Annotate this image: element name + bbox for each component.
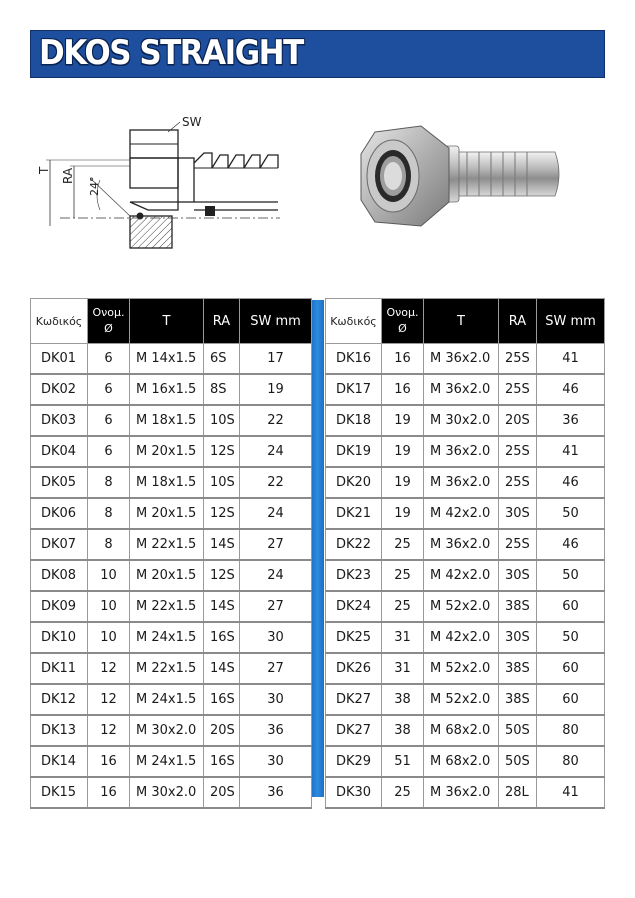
cell-thread: M 30x2.0 — [130, 715, 204, 746]
cell-code: DK09 — [31, 591, 88, 622]
cell-thread: M 24x1.5 — [130, 622, 204, 653]
cell-thread: M 52x2.0 — [424, 653, 499, 684]
cell-sw: 46 — [537, 374, 605, 405]
header-nominal — [88, 299, 130, 344]
cell-thread: M 42x2.0 — [424, 498, 499, 529]
cell-sw: 36 — [537, 405, 605, 436]
ra-label: RA — [61, 167, 75, 184]
header-nominal-line1: Ονομ. — [386, 306, 419, 319]
table-row — [31, 777, 312, 808]
cell-thread: M 24x1.5 — [130, 684, 204, 715]
cell-nominal: 31 — [382, 622, 424, 653]
table-row — [31, 684, 312, 715]
header-nominal-line1: Ονομ. — [92, 306, 125, 319]
cell-ra: 20S — [499, 405, 537, 436]
table-row — [326, 529, 605, 560]
table-row — [31, 436, 312, 467]
cell-code: DK08 — [31, 560, 88, 591]
cell-thread: M 42x2.0 — [424, 622, 499, 653]
cell-ra: 12S — [204, 560, 240, 591]
cell-nominal: 31 — [382, 653, 424, 684]
cell-sw: 80 — [537, 715, 605, 746]
header-nominal-line2: Ø — [104, 322, 113, 335]
cell-nominal: 19 — [382, 405, 424, 436]
table-row — [326, 374, 605, 405]
cell-thread: M 20x1.5 — [130, 436, 204, 467]
cell-ra: 10S — [204, 467, 240, 498]
cell-code: DK01 — [31, 344, 88, 375]
table-row — [326, 684, 605, 715]
cell-code: DK15 — [31, 777, 88, 808]
cell-code: DK30 — [326, 777, 382, 808]
table-row — [326, 777, 605, 808]
table-row — [31, 746, 312, 777]
cell-nominal: 8 — [88, 467, 130, 498]
cell-nominal: 38 — [382, 715, 424, 746]
cell-ra: 16S — [204, 746, 240, 777]
cell-nominal: 16 — [382, 374, 424, 405]
header-nominal-line2: Ø — [398, 322, 407, 335]
table-row — [31, 560, 312, 591]
cell-sw: 24 — [240, 560, 312, 591]
table-row — [31, 374, 312, 405]
cell-sw: 41 — [537, 436, 605, 467]
cell-nominal: 19 — [382, 498, 424, 529]
cell-sw: 22 — [240, 467, 312, 498]
cell-ra: 14S — [204, 653, 240, 684]
cell-ra: 30S — [499, 622, 537, 653]
table-row — [31, 405, 312, 436]
page-title: DKOS STRAIGHT — [39, 34, 303, 73]
cell-nominal: 25 — [382, 591, 424, 622]
cell-ra: 30S — [499, 560, 537, 591]
cell-code: DK16 — [326, 344, 382, 375]
cell-sw: 24 — [240, 436, 312, 467]
cell-thread: M 68x2.0 — [424, 746, 499, 777]
cell-ra: 14S — [204, 529, 240, 560]
cell-sw: 30 — [240, 622, 312, 653]
header-ra: RA — [204, 299, 240, 344]
cell-sw: 60 — [537, 653, 605, 684]
cell-sw: 50 — [537, 560, 605, 591]
cell-code: DK27 — [326, 715, 382, 746]
cell-code: DK27 — [326, 684, 382, 715]
cell-code: DK24 — [326, 591, 382, 622]
header-code: Κωδικός — [31, 299, 88, 344]
table-row — [326, 746, 605, 777]
table-row — [31, 344, 312, 375]
table-row — [31, 715, 312, 746]
spec-table-right — [325, 298, 605, 809]
cell-sw: 22 — [240, 405, 312, 436]
cell-code: DK17 — [326, 374, 382, 405]
cell-nominal: 25 — [382, 560, 424, 591]
cell-code: DK02 — [31, 374, 88, 405]
cell-code: DK14 — [31, 746, 88, 777]
cell-thread: M 24x1.5 — [130, 746, 204, 777]
cell-code: DK19 — [326, 436, 382, 467]
cell-thread: M 42x2.0 — [424, 560, 499, 591]
cell-thread: M 22x1.5 — [130, 591, 204, 622]
cell-ra: 20S — [204, 715, 240, 746]
cell-nominal: 12 — [88, 684, 130, 715]
cell-sw: 80 — [537, 746, 605, 777]
cell-thread: M 36x2.0 — [424, 374, 499, 405]
table-row — [31, 591, 312, 622]
table-row — [326, 591, 605, 622]
table-row — [31, 529, 312, 560]
table-header-row — [31, 299, 312, 344]
cell-ra: 12S — [204, 498, 240, 529]
cell-nominal: 19 — [382, 436, 424, 467]
cell-ra: 50S — [499, 715, 537, 746]
cell-ra: 38S — [499, 591, 537, 622]
cell-code: DK22 — [326, 529, 382, 560]
cell-ra: 25S — [499, 344, 537, 375]
cell-ra: 20S — [204, 777, 240, 808]
spec-table-left — [30, 298, 312, 809]
cell-nominal: 19 — [382, 467, 424, 498]
table-row — [326, 498, 605, 529]
cell-thread: M 18x1.5 — [130, 467, 204, 498]
cell-sw: 36 — [240, 777, 312, 808]
cell-thread: M 16x1.5 — [130, 374, 204, 405]
cell-sw: 24 — [240, 498, 312, 529]
cell-sw: 60 — [537, 684, 605, 715]
t-label: T — [37, 166, 51, 174]
cell-code: DK07 — [31, 529, 88, 560]
table-row — [326, 622, 605, 653]
table-divider — [311, 300, 324, 797]
cell-nominal: 16 — [382, 344, 424, 375]
cell-ra: 16S — [204, 622, 240, 653]
cell-sw: 46 — [537, 529, 605, 560]
header-sw: SW mm — [537, 299, 605, 344]
cell-code: DK05 — [31, 467, 88, 498]
cell-sw: 36 — [240, 715, 312, 746]
cell-nominal: 8 — [88, 529, 130, 560]
cell-sw: 41 — [537, 777, 605, 808]
table-row — [31, 467, 312, 498]
cell-nominal: 38 — [382, 684, 424, 715]
cell-nominal: 12 — [88, 653, 130, 684]
cell-thread: M 36x2.0 — [424, 777, 499, 808]
cell-nominal: 6 — [88, 374, 130, 405]
cell-thread: M 22x1.5 — [130, 529, 204, 560]
cell-ra: 14S — [204, 591, 240, 622]
cell-code: DK11 — [31, 653, 88, 684]
cell-sw: 27 — [240, 529, 312, 560]
cell-nominal: 12 — [88, 715, 130, 746]
cell-nominal: 6 — [88, 436, 130, 467]
cell-sw: 30 — [240, 746, 312, 777]
cell-ra: 38S — [499, 653, 537, 684]
cell-ra: 25S — [499, 467, 537, 498]
header-nominal — [382, 299, 424, 344]
cell-nominal: 25 — [382, 529, 424, 560]
cell-thread: M 30x2.0 — [130, 777, 204, 808]
cell-code: DK23 — [326, 560, 382, 591]
table-row — [326, 405, 605, 436]
cell-ra: 6S — [204, 344, 240, 375]
cell-nominal: 51 — [382, 746, 424, 777]
cell-nominal: 25 — [382, 777, 424, 808]
cell-sw: 60 — [537, 591, 605, 622]
table-row — [326, 560, 605, 591]
cell-code: DK13 — [31, 715, 88, 746]
cell-sw: 17 — [240, 344, 312, 375]
cell-nominal: 10 — [88, 622, 130, 653]
cell-sw: 50 — [537, 622, 605, 653]
header-thread: T — [130, 299, 204, 344]
cell-code: DK18 — [326, 405, 382, 436]
technical-drawing — [30, 108, 290, 268]
header-sw: SW mm — [240, 299, 312, 344]
cell-nominal: 16 — [88, 777, 130, 808]
sw-label: SW — [182, 115, 202, 129]
table-row — [31, 498, 312, 529]
cell-thread: M 14x1.5 — [130, 344, 204, 375]
cell-thread: M 36x2.0 — [424, 529, 499, 560]
cell-code: DK04 — [31, 436, 88, 467]
cell-sw: 19 — [240, 374, 312, 405]
cell-thread: M 36x2.0 — [424, 344, 499, 375]
cell-ra: 8S — [204, 374, 240, 405]
cell-ra: 28L — [499, 777, 537, 808]
cell-code: DK10 — [31, 622, 88, 653]
cell-ra: 12S — [204, 436, 240, 467]
header-thread: T — [424, 299, 499, 344]
cell-ra: 10S — [204, 405, 240, 436]
cell-ra: 30S — [499, 498, 537, 529]
cell-thread: M 52x2.0 — [424, 591, 499, 622]
cell-nominal: 8 — [88, 498, 130, 529]
cell-nominal: 16 — [88, 746, 130, 777]
cell-code: DK12 — [31, 684, 88, 715]
header-ra: RA — [499, 299, 537, 344]
cell-code: DK20 — [326, 467, 382, 498]
angle-label: 24° — [88, 176, 101, 196]
cell-thread: M 30x2.0 — [424, 405, 499, 436]
cell-nominal: 10 — [88, 560, 130, 591]
cell-thread: M 20x1.5 — [130, 498, 204, 529]
cell-code: DK26 — [326, 653, 382, 684]
cell-ra: 16S — [204, 684, 240, 715]
cell-ra: 25S — [499, 436, 537, 467]
cell-code: DK25 — [326, 622, 382, 653]
cell-sw: 50 — [537, 498, 605, 529]
table-row — [326, 436, 605, 467]
table-row — [326, 653, 605, 684]
cell-sw: 46 — [537, 467, 605, 498]
cell-thread: M 36x2.0 — [424, 436, 499, 467]
cell-ra: 50S — [499, 746, 537, 777]
cell-thread: M 52x2.0 — [424, 684, 499, 715]
cell-thread: M 18x1.5 — [130, 405, 204, 436]
cell-nominal: 6 — [88, 344, 130, 375]
cell-code: DK29 — [326, 746, 382, 777]
header-code: Κωδικός — [326, 299, 382, 344]
cell-ra: 25S — [499, 374, 537, 405]
cell-thread: M 20x1.5 — [130, 560, 204, 591]
cell-nominal: 6 — [88, 405, 130, 436]
cell-thread: M 22x1.5 — [130, 653, 204, 684]
cell-sw: 27 — [240, 591, 312, 622]
title-banner — [30, 30, 605, 78]
cell-thread: M 68x2.0 — [424, 715, 499, 746]
table-row — [31, 622, 312, 653]
cell-sw: 41 — [537, 344, 605, 375]
cell-sw: 30 — [240, 684, 312, 715]
cell-ra: 25S — [499, 529, 537, 560]
table-row — [326, 715, 605, 746]
product-image — [355, 118, 565, 238]
table-row — [326, 467, 605, 498]
table-row — [326, 344, 605, 375]
cell-thread: M 36x2.0 — [424, 467, 499, 498]
cell-code: DK03 — [31, 405, 88, 436]
cell-sw: 27 — [240, 653, 312, 684]
cell-code: DK21 — [326, 498, 382, 529]
table-row — [31, 653, 312, 684]
table-header-row — [326, 299, 605, 344]
cell-nominal: 10 — [88, 591, 130, 622]
cell-ra: 38S — [499, 684, 537, 715]
cell-code: DK06 — [31, 498, 88, 529]
